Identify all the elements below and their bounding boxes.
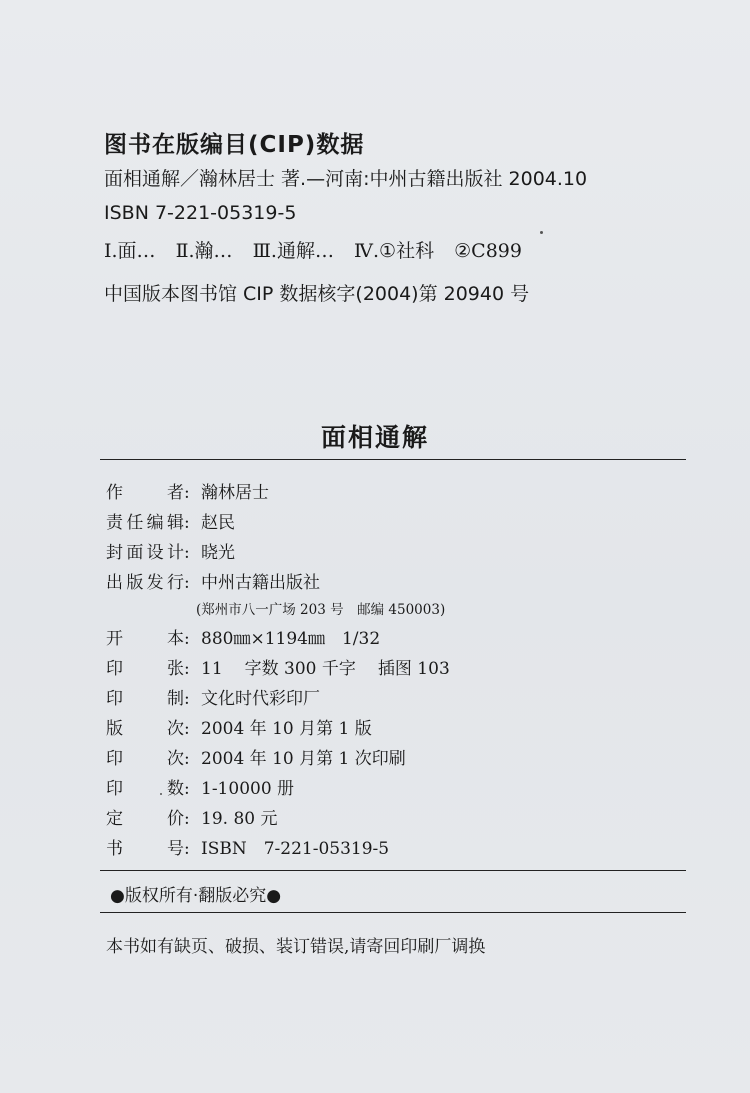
colophon-row-print-run: 印 数 : 1-10000 册 bbox=[106, 774, 706, 804]
row-label: 印 制 bbox=[106, 689, 184, 709]
print-speck bbox=[540, 231, 543, 234]
cip-heading: 图书在版编目(CIP)数据 bbox=[104, 132, 365, 158]
colophon-row-publisher: 出 版 发 行 : 中州古籍出版社 bbox=[106, 568, 706, 598]
publisher-address: (郑州市八一广场 203 号 邮编 450003) bbox=[196, 602, 446, 618]
colophon-row-edition: 版 次 : 2004 年 10 月第 1 版 bbox=[106, 714, 706, 744]
row-value: 文化时代彩印厂 bbox=[201, 689, 320, 709]
row-value: 880㎜×1194㎜ 1/32 bbox=[201, 629, 381, 649]
colophon-row-editor: 责 任 编 辑 : 赵民 bbox=[106, 508, 706, 538]
row-label: 作 者 bbox=[106, 483, 184, 503]
colophon-row-printer: 印 制 : 文化时代彩印厂 bbox=[106, 684, 706, 714]
row-value: 中州古籍出版社 bbox=[201, 573, 320, 593]
row-label: 印 次 bbox=[106, 749, 184, 769]
book-title: 面相通解 bbox=[320, 423, 429, 452]
row-value: 2004 年 10 月第 1 版 bbox=[201, 719, 372, 739]
classification-item: Ⅱ.瀚… bbox=[175, 240, 233, 262]
colophon-row-book-number: 书 号 : ISBN 7-221-05319-5 bbox=[106, 834, 706, 864]
divider-top bbox=[100, 459, 686, 460]
cip-verification: 中国版本图书馆 CIP 数据核字(2004)第 20940 号 bbox=[104, 283, 530, 305]
row-value: 瀚林居士 bbox=[201, 483, 269, 503]
sheets-value: 11 bbox=[201, 659, 223, 679]
replacement-notice: 本书如有缺页、破损、装订错误,请寄回印刷厂调换 bbox=[106, 937, 486, 957]
illustrations-count: 插图 103 bbox=[377, 659, 450, 679]
row-value bbox=[201, 654, 706, 684]
colophon-row-format: 开 本 : 880㎜×1194㎜ 1/32 bbox=[106, 624, 706, 654]
classification-item: Ⅳ.①社科 bbox=[354, 240, 435, 262]
colophon-row-price: 定 价 : 19. 80 元 bbox=[106, 804, 706, 834]
colophon-row-cover-design: 封 面 设 计 : 晓光 bbox=[106, 538, 706, 568]
row-value: ISBN 7-221-05319-5 bbox=[201, 839, 390, 859]
print-speck bbox=[160, 793, 162, 795]
word-count: 字数 300 千字 bbox=[244, 659, 356, 679]
cip-entry: 面相通解／瀚林居士 著.—河南:中州古籍出版社 2004.10 bbox=[104, 168, 588, 190]
row-label: 版 次 bbox=[106, 719, 184, 739]
classification-item: Ⅰ.面… bbox=[104, 240, 156, 262]
row-value: 19. 80 元 bbox=[201, 809, 278, 829]
row-value: 赵民 bbox=[201, 513, 235, 533]
classification-item: Ⅲ.通解… bbox=[252, 240, 334, 262]
classification-item: ②C899 bbox=[454, 240, 522, 262]
cip-classification bbox=[104, 234, 704, 268]
rights-statement: ●版权所有·翻版必究● bbox=[110, 886, 282, 906]
colophon bbox=[106, 478, 706, 864]
divider-middle bbox=[100, 870, 686, 871]
colophon-row-printing: 印 次 : 2004 年 10 月第 1 次印刷 bbox=[106, 744, 706, 774]
row-value: 2004 年 10 月第 1 次印刷 bbox=[201, 749, 406, 769]
colophon-row-author: 作 者 : 瀚林居士 bbox=[106, 478, 706, 508]
row-label: 开 本 bbox=[106, 629, 184, 649]
cip-block bbox=[104, 128, 704, 314]
row-value: 晓光 bbox=[201, 543, 235, 563]
row-label: 印 数 bbox=[106, 779, 184, 799]
divider-bottom bbox=[100, 912, 686, 913]
row-label: 印 张 bbox=[106, 659, 184, 679]
colophon-row-sheets: 印 张 : 11 字数 300 千字 插图 103 bbox=[106, 654, 706, 684]
row-value: 1-10000 册 bbox=[201, 779, 295, 799]
row-label: 书 号 bbox=[106, 839, 184, 859]
row-label: 定 价 bbox=[106, 809, 184, 829]
row-label: 封 面 设 计 bbox=[106, 543, 184, 563]
cip-isbn: ISBN 7-221-05319-5 bbox=[104, 202, 297, 224]
row-label: 出 版 发 行 bbox=[106, 573, 184, 593]
row-label: 责 任 编 辑 bbox=[106, 513, 184, 533]
